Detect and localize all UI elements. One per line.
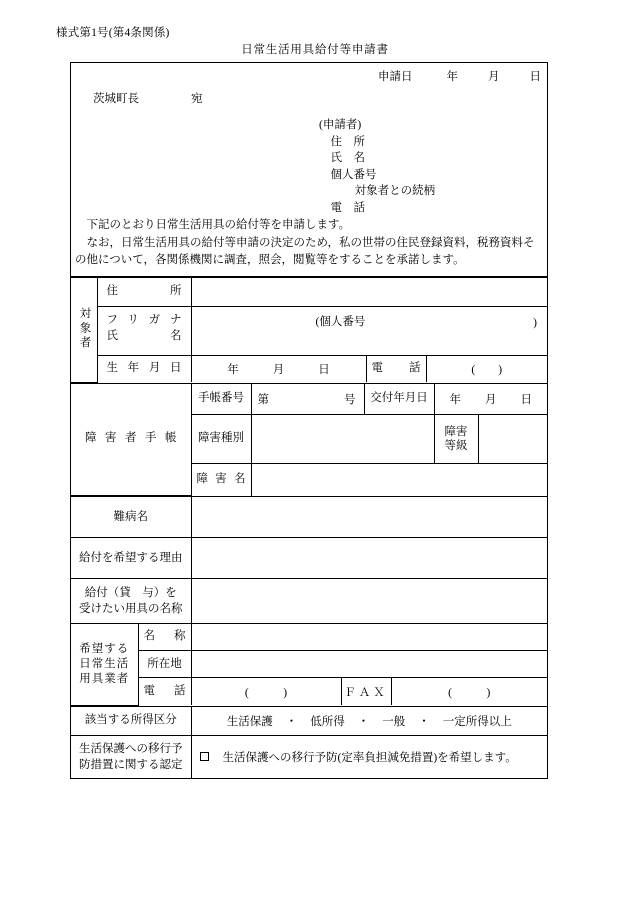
addressee-line [93, 90, 203, 106]
subject-address-value[interactable] [191, 278, 547, 307]
furigana-label: フリガナ [106, 314, 182, 326]
vendor-label-line-1: 希望する [79, 642, 130, 655]
application-year-label: 年 [446, 71, 458, 83]
subject-table [71, 277, 547, 383]
handbook-issue-date-label: 交付年月日 [364, 383, 434, 414]
handbook-number-label: 手帳番号 [191, 383, 251, 414]
handbook-number-value[interactable] [251, 383, 364, 414]
vendor-fax-value[interactable] [391, 678, 547, 706]
subject-phone-paren: ( ) [471, 364, 503, 376]
intractable-disease-row [71, 497, 547, 538]
consent-line-2: なお，日常生活用具の給付等申請の決定のため，私の世帯の住民登録資料，税務資料その他について，各関係機関に調査，照会，閲覧等をすることを承諾します。 [75, 236, 535, 266]
subject-name-label [97, 307, 191, 356]
dob-day-label: 日 [318, 364, 330, 376]
disability-name-label: 障害名 [191, 463, 251, 496]
intractable-disease-label: 難病名 [71, 497, 191, 538]
handbook-number-prefix: 第 [257, 393, 269, 406]
handbook-grade-value[interactable] [478, 414, 547, 463]
item-name-row [71, 579, 547, 624]
vendor-phone-label: 電話 [138, 678, 191, 706]
subject-name-row [71, 307, 547, 356]
form-frame [70, 62, 548, 779]
detail-rows-table [71, 496, 547, 623]
name-label: 氏名 [106, 330, 182, 342]
form-number: 様式第1号(第4条関係) [56, 27, 170, 39]
subject-mynumber-open: (個人番号 [315, 316, 366, 328]
income-options[interactable] [191, 706, 547, 735]
vendor-location-value[interactable] [191, 651, 547, 678]
subject-mynumber-close: ) [533, 317, 537, 329]
applicant-heading: (申請者) [319, 119, 362, 131]
income-option[interactable]: 一般 [382, 715, 406, 728]
income-table [71, 706, 547, 778]
grade-label-line-1: 障害 [444, 425, 468, 438]
consent-line-1: 下記のとおり日常生活用具の給付等を申請します。 [86, 219, 351, 231]
welfare-prevention-statement: 生活保護への移行予防(定率負担減免措置)を希望します。 [222, 751, 517, 764]
welfare-prevention-row [71, 735, 547, 778]
applicant-block [71, 63, 547, 214]
disability-name-value[interactable] [251, 463, 547, 496]
application-date-label: 申請日 [378, 71, 413, 83]
reason-label: 給付を希望する理由 [71, 538, 191, 579]
income-separator: ・ [285, 715, 298, 728]
document-title: 日常生活用具給付等申請書 [241, 44, 389, 56]
item-name-label [71, 579, 191, 624]
dob-month-label: 月 [272, 364, 285, 376]
subject-dob-label: 生年月日 [97, 356, 191, 383]
income-option[interactable]: 一定所得以上 [442, 715, 512, 728]
applicant-relation-label: 対象者との続柄 [354, 185, 436, 197]
vendor-label-line-3: 用具業者 [79, 672, 130, 685]
applicant-phone-label: 電 話 [330, 201, 365, 214]
handbook-section-label: 障害者手帳 [71, 383, 191, 496]
handbook-grade-label [434, 414, 478, 463]
application-month-label: 月 [488, 71, 500, 83]
addressee-name: 茨城町長 [93, 93, 139, 105]
vendor-location-label: 所在地 [138, 651, 191, 678]
welfare-label-line-2: 防措置に関する認定 [79, 758, 183, 771]
handbook-type-label: 障害種別 [191, 414, 251, 463]
applicant-address-label: 住 所 [330, 135, 365, 148]
income-option[interactable]: 生活保護 [226, 715, 273, 728]
item-name-value[interactable] [191, 579, 547, 624]
applicant-name-label: 氏 名 [330, 152, 365, 164]
handbook-issue-date-value[interactable] [434, 383, 547, 414]
grade-label-line-2: 等級 [444, 439, 468, 452]
issue-month-label: 月 [485, 393, 497, 406]
subject-dob-value[interactable] [191, 356, 366, 383]
vendor-phone-paren: ( ) [244, 686, 288, 699]
welfare-label-line-1: 生活保護への移行予 [79, 742, 183, 755]
vendor-table [71, 623, 547, 706]
intractable-disease-value[interactable] [191, 497, 547, 538]
handbook-number-suffix: 号 [344, 393, 356, 406]
income-separator: ・ [357, 715, 370, 728]
vendor-label-line-2: 日常生活 [79, 657, 130, 670]
income-separator: ・ [418, 715, 430, 728]
income-label: 該当する所得区分 [71, 706, 191, 735]
subject-phone-label: 電話 [366, 356, 426, 383]
vendor-fax-label: ＦＡＸ [341, 678, 391, 706]
checkbox-icon[interactable] [200, 752, 209, 761]
handbook-type-value[interactable] [251, 414, 434, 463]
reason-value[interactable] [191, 538, 547, 579]
application-date-line [378, 68, 541, 84]
vendor-name-label: 名称 [138, 624, 191, 651]
application-day-label: 日 [529, 71, 541, 83]
handbook-table [71, 383, 547, 497]
subject-name-value[interactable] [191, 307, 547, 356]
subject-dob-row [71, 356, 547, 383]
consent-paragraph [71, 209, 547, 277]
welfare-prevention-label [71, 735, 191, 778]
addressee-suffix: 宛 [191, 93, 203, 105]
income-row [71, 706, 547, 735]
item-name-label-line-1: 給付（貸 与）を [84, 587, 177, 599]
welfare-prevention-value[interactable] [191, 735, 547, 778]
subject-phone-value[interactable] [426, 356, 547, 383]
vendor-location-row [71, 651, 547, 678]
issue-year-label: 年 [449, 393, 461, 406]
vendor-phone-value[interactable] [191, 678, 341, 706]
applicant-mynumber-label: 個人番号 [330, 168, 377, 181]
vendor-phone-row [71, 678, 547, 706]
applicant-info [319, 117, 435, 216]
handbook-number-row [71, 383, 547, 414]
vendor-section-label [71, 624, 138, 706]
dob-year-label: 年 [227, 364, 239, 376]
subject-section-label: 対象者 [71, 278, 97, 383]
subject-address-label: 住所 [97, 278, 191, 307]
vendor-fax-paren: ( ) [448, 686, 491, 699]
item-name-label-line-2: 受けたい用具の名称 [79, 603, 183, 615]
issue-day-label: 日 [520, 393, 532, 406]
income-option[interactable]: 低所得 [310, 715, 345, 728]
subject-address-row [71, 278, 547, 307]
vendor-name-value[interactable] [191, 624, 547, 651]
reason-row [71, 538, 547, 579]
vendor-name-row [71, 624, 547, 651]
